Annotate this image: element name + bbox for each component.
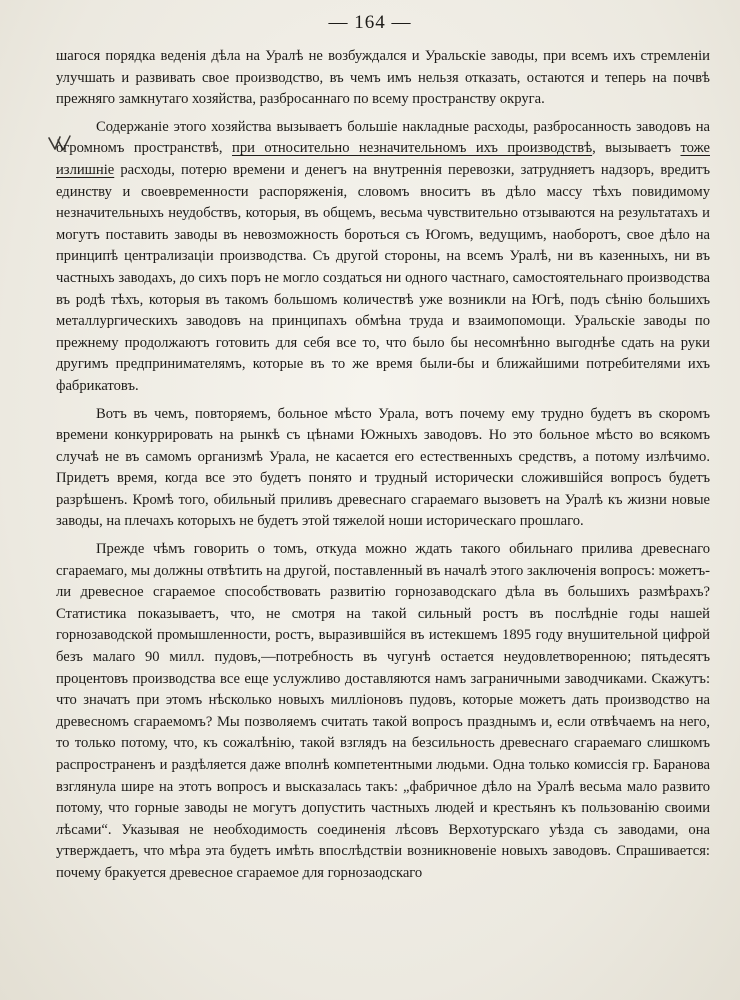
paragraph-2 <box>56 117 710 398</box>
text-segment: Содержаніе этого хозяйства вызываетъ большіе накладные расходы, разбросанность заводовъ на огромномъ пространствѣ, <box>56 118 710 157</box>
paragraph-1 <box>56 46 710 111</box>
underlined-phrase: тоже излишніе <box>56 140 710 178</box>
text-segment: , вызываетъ <box>592 140 681 157</box>
text-segment: Вотъ въ чемъ, повторяемъ, больное мѣсто Урала, вотъ почему ему трудно будетъ въ скоромъ времени конкуррировать на рынкѣ съ цѣнами Южныхъ заводовъ. Но это больное мѣсто во всякомъ случаѣ не въ самомъ организмѣ Урала, не касается его естественныхъ средствъ, а потому излѣчимо. Придетъ время, когда все это будетъ понято и трудный исторически сложившійся вопросъ будетъ разрѣшенъ. Кромѣ того, обильный приливъ древеснаго сгараемаго вызоветъ на Уралѣ къ жизни новые заводы, на плечахъ которыхъ не будетъ этой тяжелой ноши историческаго прошлаго. <box>56 405 710 530</box>
paragraph-3 <box>56 404 710 534</box>
page-number: — 164 — <box>328 12 412 33</box>
text-segment: Прежде чѣмъ говорить о томъ, откуда можно ждать такого обильнаго прилива древеснаго сгараемаго, мы должны отвѣтить на другой, поставленный въ началѣ этого заключенія вопросъ: можетъ-ли древесное сгараемое способствовать развитію горнозаводскаго дѣла въ большихъ размѣрахъ? Статистика показываетъ, что, не смотря на такой сильный ростъ въ послѣдніе годы нашей горнозаводской промышленности, ростъ, выразившійся въ истекшемъ 1895 году внушительной цифрой безъ малаго 90 милл. пудовъ,—потребность въ чугунѣ остается неудовлетворенною; пятьдесятъ процентовъ производства все еще услужливо доставляются намъ заграничными заводчиками. Скажутъ: что значатъ при этомъ нѣсколько новыхъ милліоновъ пудовъ, которые можетъ дать производство на древесномъ сгараемомъ? Мы позволяемъ считать такой вопросъ празднымъ и, если отвѣчаемъ на него, то только потому, что, къ сожалѣнію, такой взглядъ на безсильность древеснаго сгараемаго слишкомъ распространенъ и раздѣляется даже вполнѣ компетентными людьми. Одна только комиссія гр. Баранова взглянула шире на этотъ вопросъ и высказалась такъ: „фабричное дѣло на Уралѣ весьма мало развито потому, что горные заводы не могутъ допустить частныхъ людей и крестьянъ къ пользованію своими лѣсами“. Указывая не необходимость соединенія лѣсовъ Верхотурскаго уѣзда съ заводами, она утверждаетъ, что мѣра эта будетъ имѣть впослѣдствіи возникновеніе новыхъ заводовъ. Спрашивается: почему бракуется древесное сгараемое для горнозаодскаго <box>56 541 710 881</box>
body-text <box>56 46 710 885</box>
text-segment: шагося порядка веденія дѣла на Уралѣ не возбуждался и Уральскіе заводы, при всемъ ихъ стремленіи улучшать и развивать свое производство, въ чемъ имъ нельзя отказать, остаются и теперь на почвѣ прежняго замкнутаго хозяйства, разбросаннаго по всему пространству округа. <box>56 48 710 108</box>
text-segment: расходы, потерю времени и денегъ на внутреннія перевозки, затрудняетъ надзоръ, вредитъ единству и своевременности распоряженія, словомъ вноситъ въ дѣло массу тѣхъ повидимому незначительныхъ неудобствъ, которыя, въ общемъ, весьма чувствительно отзываются на результатахъ и могутъ поставить заводы въ невозможность бороться съ Югомъ, ведущимъ, наоборотъ, свое дѣло на принципѣ централизаціи производства. Съ другой стороны, на всемъ Уралѣ, ни въ казенныхъ, ни въ частныхъ заводахъ, до сихъ поръ не могло создаться ни одного частнаго, самостоятельнаго производства въ родѣ тѣхъ, которыя въ такомъ большомъ количествѣ уже возникли на Югѣ, подъ сѣнію большихъ металлургическихъ заводовъ на принципахъ обмѣна труда и взаимопомощи. Уральскіе заводы по прежнему продолжаютъ готовить для себя все то, что было бы несомнѣнно выгоднѣе сдать на руки другимъ предпринимателямъ, которые въ то же время были-бы и ближайшими потребителями ихъ фабрикатовъ. <box>56 161 710 394</box>
underlined-phrase: при относительно незначительномъ ихъ производствѣ <box>232 140 593 157</box>
paragraph-4 <box>56 539 710 885</box>
